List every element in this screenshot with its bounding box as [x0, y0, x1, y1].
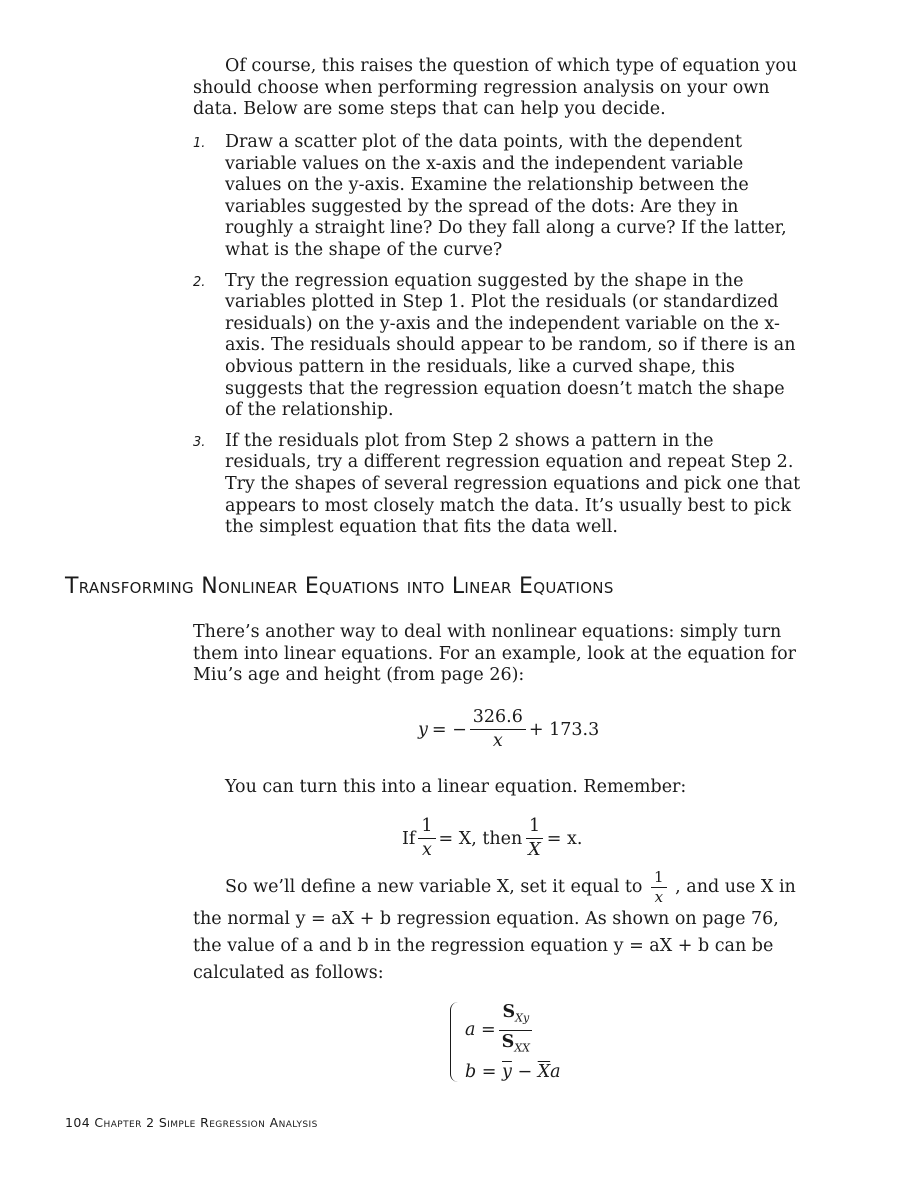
page-footer: 104 Chapter 2 Simple Regression Analysis: [65, 1115, 318, 1130]
fraction: [651, 869, 667, 906]
steps-list: [193, 132, 805, 539]
fraction-denominator: x: [422, 840, 432, 860]
step-number: 2.: [193, 274, 206, 290]
fraction-denominator: [499, 1031, 533, 1059]
sxx-symbol: S: [501, 1031, 515, 1052]
fraction-numerator: 1: [651, 869, 667, 888]
fraction: [470, 707, 526, 752]
step-number: 3.: [193, 434, 206, 450]
a-lhs: a =: [465, 1020, 496, 1040]
fraction: [499, 1002, 533, 1058]
intro-nonlinear-paragraph: There’s another way to deal with nonlinear equations: simply turn them into linear equations. For an example, look at the equation for Miu’s age and height (from page 26):: [193, 622, 796, 686]
define-text-start: So we’ll define a new variable X, set it equal to: [225, 877, 643, 897]
fraction-numerator: 1: [418, 816, 435, 839]
step-text: Try the regression equation suggested by the shape in the variables plotted in Step 1. Plot the residuals (or standardized residuals) on the y-axis and the independent variable on the x-axis. The residuals should appear to be random, so if there is an obvious pattern in the residuals, like a curved shape, this suggests that the regression equation doesn’t match the shape of the relationship.: [225, 270, 796, 421]
eq-middle: = X, then: [438, 828, 523, 849]
x-bar: $\overline{X}$: [537, 1062, 551, 1082]
fraction: [525, 816, 543, 861]
intro-paragraph: Of course, this raises the question of which type of equation you should choose when performing regression analysis on your own data. Below are some steps that can help you decide.: [193, 56, 798, 120]
system-lines: [465, 1002, 561, 1082]
list-item: [193, 431, 805, 539]
b-lhs: b =: [465, 1062, 497, 1082]
fraction-numerator: 326.6: [470, 707, 526, 730]
section-heading: Transforming Nonlinear Equations into Linear Equations: [65, 574, 614, 599]
height-equation: [418, 707, 599, 752]
linear-paragraph: You can turn this into a linear equation. Remember:: [225, 777, 687, 797]
a-formula: [465, 1002, 561, 1058]
define-paragraph: [193, 869, 805, 987]
fraction-denominator: x: [492, 731, 503, 751]
list-item: [193, 271, 805, 422]
sxy-subscript: Xy: [515, 1011, 530, 1025]
fraction-numerator: 1: [526, 816, 543, 839]
eq-if: If: [402, 828, 416, 849]
define-text-end: , and use X in the normal y = aX + b regression equation. As shown on page 76, the value of a and b in the regression equation y = aX + b can be calculated as follows:: [193, 877, 796, 983]
eq-lhs: y: [418, 719, 428, 740]
fraction-numerator: [499, 1002, 532, 1031]
list-item: [193, 132, 805, 262]
eq-constant: + 173.3: [528, 719, 600, 740]
fraction: [418, 816, 435, 861]
fraction-denominator: x: [654, 888, 664, 906]
eq-sign: = −: [431, 719, 467, 740]
b-formula: [465, 1062, 561, 1082]
sxx-subscript: XX: [514, 1041, 530, 1054]
left-brace: [450, 1002, 461, 1082]
coefficient-system: [450, 1002, 561, 1082]
step-text: If the residuals plot from Step 2 shows a pattern in the residuals, try a different regression equation and repeat Step 2. Try the shapes of several regression equations and pick one that appears to most closely match the data. It’s usually best to pick the simplest equation that fits the data well.: [225, 430, 801, 538]
fraction-denominator: X: [528, 840, 541, 860]
step-number: 1.: [193, 136, 206, 151]
eq-end: = x.: [546, 828, 583, 849]
minus-sign: −: [511, 1062, 538, 1082]
sxy-symbol: S: [502, 1002, 516, 1022]
substitution-equation: [402, 816, 582, 861]
a-symbol: a: [550, 1062, 561, 1082]
step-text: Draw a scatter plot of the data points, with the dependent variable values on the x-axis and the independent variable values on the y-axis. Examine the relationship between the variables suggested by the spread of the dots: Are they in roughly a straight line? Do they fall along a curve? If the latter, what is the shape of the curve?: [225, 132, 787, 260]
y-bar: $\overline{y}$: [502, 1062, 512, 1082]
